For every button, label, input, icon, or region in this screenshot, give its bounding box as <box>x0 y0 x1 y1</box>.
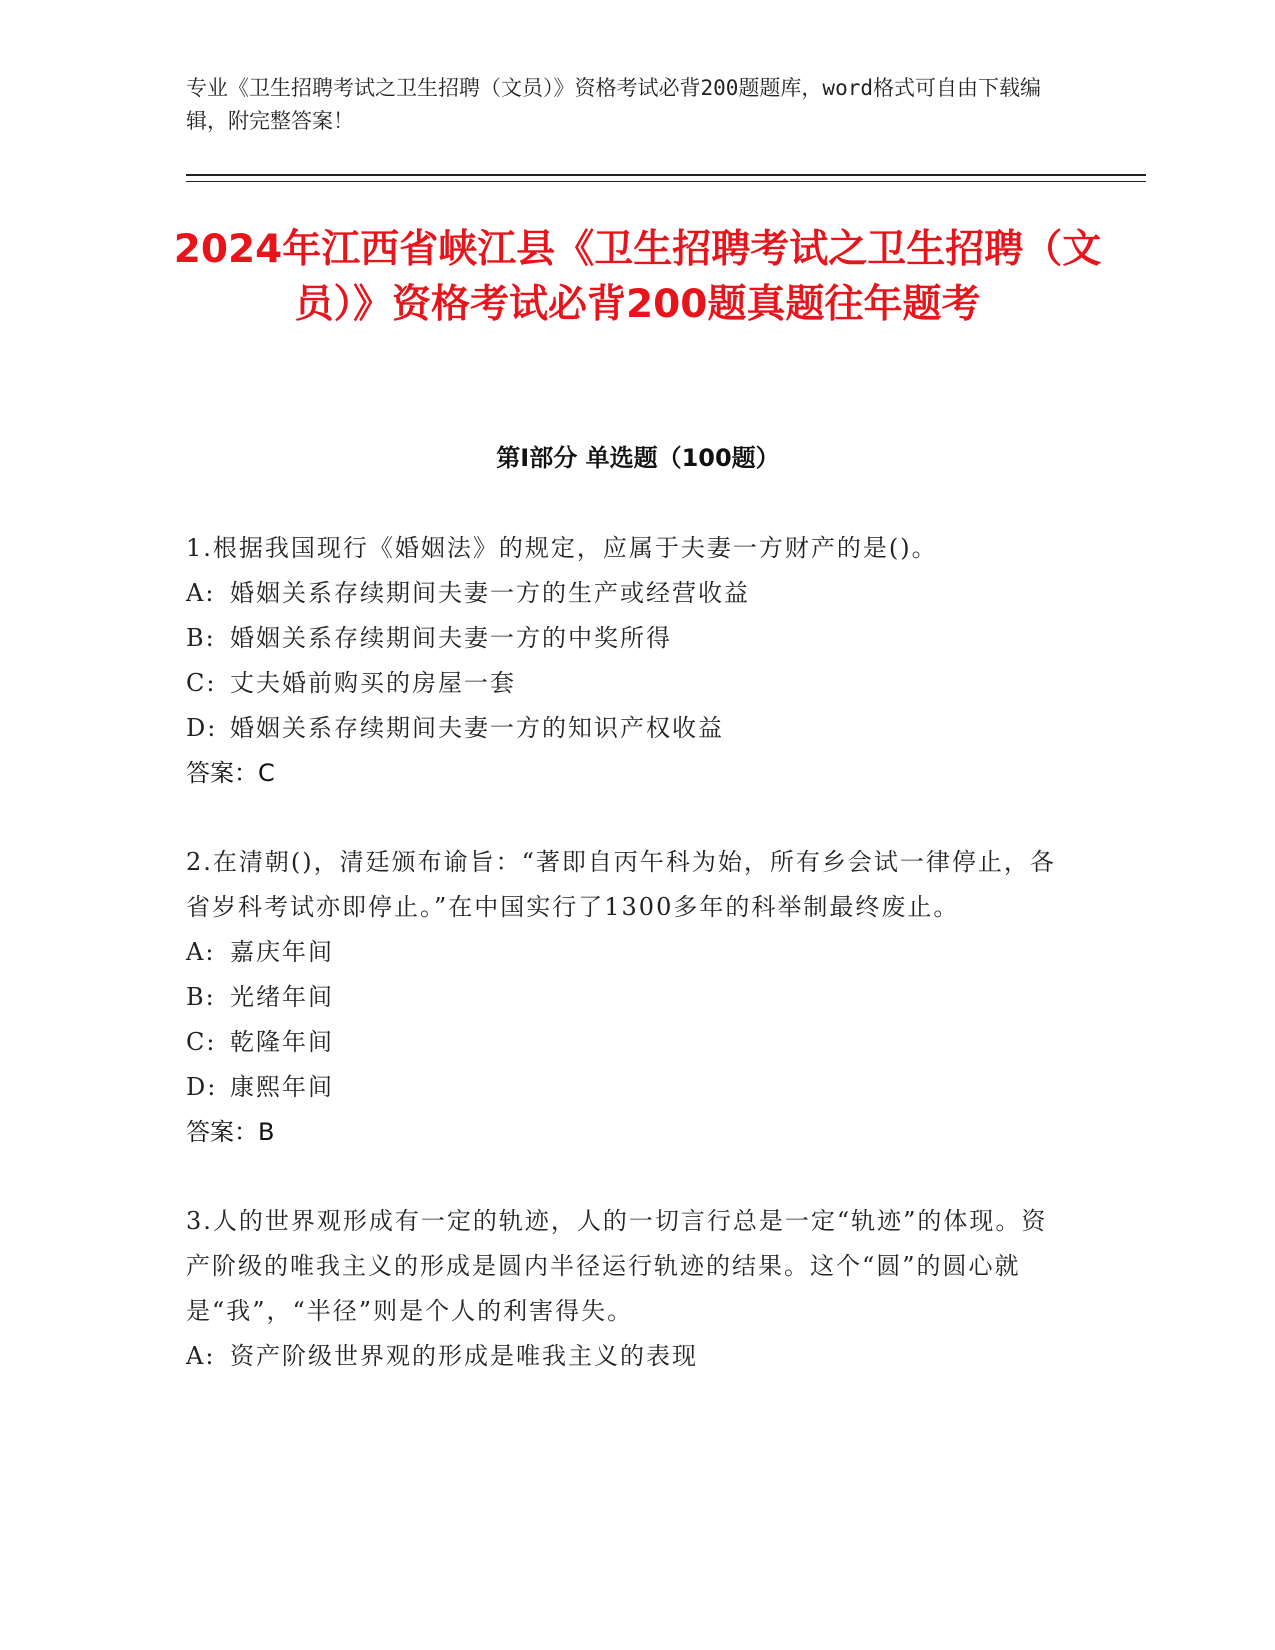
question-stem: 3.人的世界观形成有一定的轨迹，人的一切言行总是一定“轨迹”的体现。资产阶级的唯我主义的形成是圆内半径运行轨迹的结果。这个“圆”的圆心就是“我”，“半径”则是个人的利害得失。 <box>186 1207 1048 1325</box>
option-text: 丈夫婚前购买的房屋一套 <box>230 669 516 697</box>
option-letter: A: <box>186 938 216 966</box>
question-list <box>186 526 1066 1423</box>
option-c <box>186 661 1066 706</box>
option-letter: A: <box>186 1342 216 1370</box>
option-letter: C: <box>186 1028 217 1056</box>
option-list <box>186 571 1066 751</box>
option-a <box>186 1334 1066 1379</box>
option-letter: A: <box>186 579 216 607</box>
option-text: 婚姻关系存续期间夫妻一方的生产或经营收益 <box>230 579 750 607</box>
option-letter: B: <box>186 983 216 1011</box>
option-letter: D: <box>186 714 218 742</box>
option-text: 嘉庆年间 <box>230 938 334 966</box>
option-text: 康熙年间 <box>230 1073 334 1101</box>
question-3 <box>186 1199 1066 1379</box>
header-divider-thin <box>186 181 1146 182</box>
option-text: 资产阶级世界观的形成是唯我主义的表现 <box>230 1342 698 1370</box>
option-letter: D: <box>186 1073 218 1101</box>
document-title: 2024年江西省峡江县《卫生招聘考试之卫生招聘（文员）》资格考试必背200题真题往年题考 <box>173 227 1102 327</box>
option-list <box>186 1334 1066 1379</box>
option-text: 婚姻关系存续期间夫妻一方的中奖所得 <box>230 624 672 652</box>
option-a <box>186 571 1066 616</box>
option-text: 光绪年间 <box>230 983 334 1011</box>
question-stem: 1.根据我国现行《婚姻法》的规定，应属于夫妻一方财产的是()。 <box>186 534 938 562</box>
option-c <box>186 1020 1066 1065</box>
header-divider <box>186 174 1146 176</box>
option-b <box>186 616 1066 661</box>
option-list <box>186 930 1066 1110</box>
question-stem: 2.在清朝()，清廷颁布谕旨：“著即自丙午科为始，所有乡会试一律停止，各省岁科考试亦即停止。”在中国实行了1300多年的科举制最终废止。 <box>186 848 1056 921</box>
question-2 <box>186 840 1066 1155</box>
option-letter: B: <box>186 624 216 652</box>
option-text: 婚姻关系存续期间夫妻一方的知识产权收益 <box>230 714 724 742</box>
option-b <box>186 975 1066 1020</box>
header-note: 专业《卫生招聘考试之卫生招聘（文员）》资格考试必背200题题库，word格式可自由下载编辑，附完整答案！ <box>186 76 1041 133</box>
question-1 <box>186 526 1066 796</box>
option-d <box>186 1065 1066 1110</box>
section-title: 第Ⅰ部分 单选题（100题） <box>496 444 780 472</box>
option-letter: C: <box>186 669 217 697</box>
option-d <box>186 706 1066 751</box>
option-text: 乾隆年间 <box>230 1028 334 1056</box>
answer: 答案：C <box>186 759 275 787</box>
answer: 答案：B <box>186 1118 275 1146</box>
option-a <box>186 930 1066 975</box>
